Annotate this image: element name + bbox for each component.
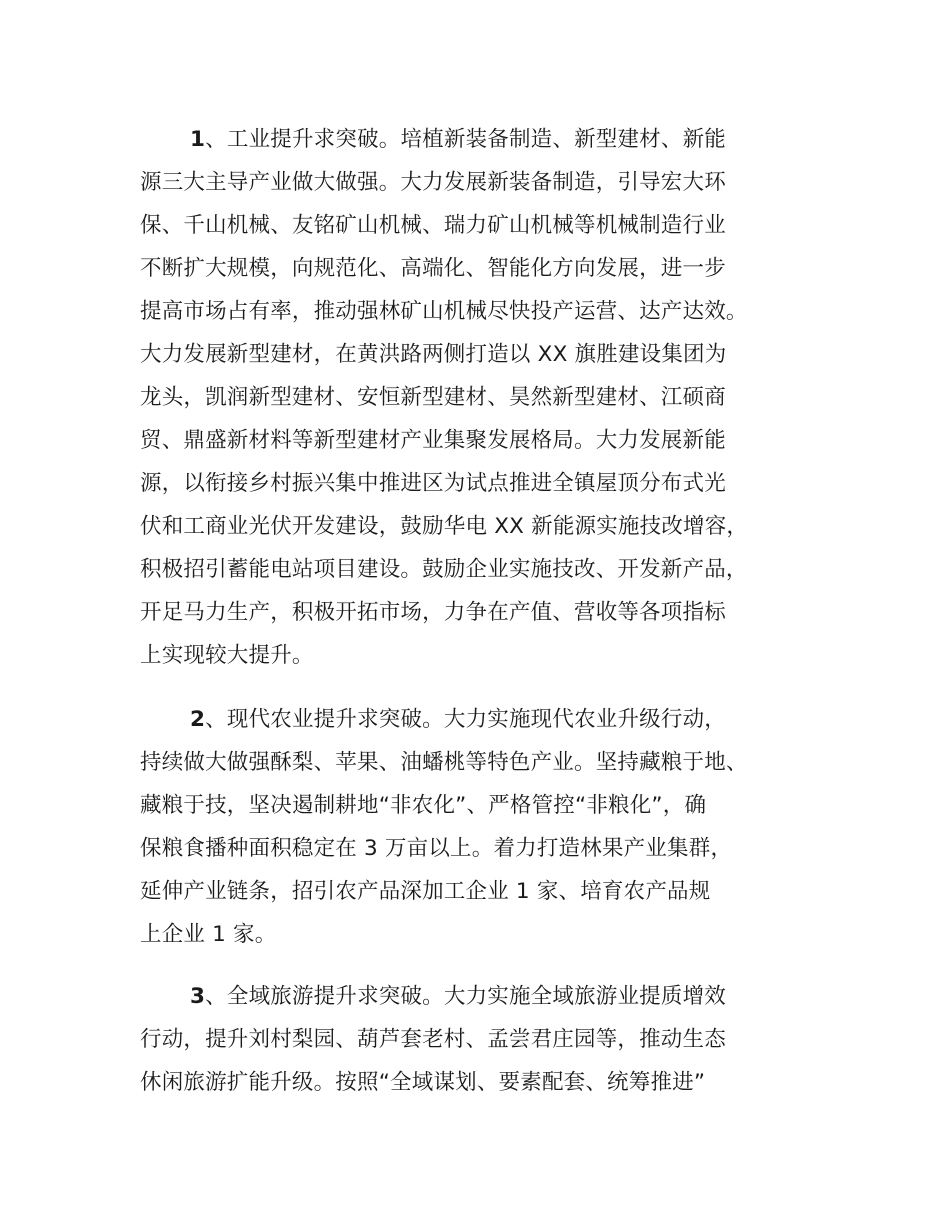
- text-line: 上实现较大提升。: [140, 643, 314, 668]
- text-line: 源，以衔接乡村振兴集中推进区为试点推进全镇屋顶分布式光: [140, 471, 726, 496]
- text-line: 不断扩大规模，向规范化、高端化、智能化方向发展，进一步: [140, 256, 726, 281]
- section-number: 2: [190, 707, 206, 732]
- paragraph-agriculture: [140, 698, 840, 956]
- paragraph-first-line: [140, 975, 840, 1018]
- section-number: 3: [190, 984, 206, 1009]
- text-line: 行动，提升刘村梨园、葫芦套老村、孟尝君庄园等，推动生态: [140, 1027, 726, 1052]
- text-line: 源三大主导产业做大做强。大力发展新装备制造，引导宏大环: [140, 170, 726, 195]
- text-line: 提高市场占有率，推动强林矿山机械尽快投产运营、达产达效。: [140, 299, 748, 324]
- text-line: 、全域旅游提升求突破。大力实施全域旅游业提质增效: [205, 984, 726, 1009]
- text-line: 上企业 1 家。: [140, 922, 277, 947]
- text-line: 开足马力生产，积极开拓市场，力争在产值、营收等各项指标: [140, 600, 726, 625]
- section-number: 1: [190, 127, 206, 152]
- text-line: 休闲旅游扩能升级。按照“全域谋划、要素配套、统筹推进”: [140, 1070, 706, 1095]
- paragraph-tourism: [140, 975, 840, 1104]
- text-line: 龙头，凯润新型建材、安恒新型建材、昊然新型建材、江硕商: [140, 385, 726, 410]
- paragraph-industry: [140, 118, 840, 677]
- text-line: 藏粮于技，坚决遏制耕地“非农化”、严格管控“非粮化”，确: [140, 793, 707, 818]
- text-line: 、工业提升求突破。培植新装备制造、新型建材、新能: [205, 127, 726, 152]
- text-line: 、现代农业提升求突破。大力实施现代农业升级行动，: [205, 707, 726, 732]
- text-line: 大力发展新型建材，在黄洪路两侧打造以 XX 旗胜建设集团为: [140, 342, 727, 367]
- text-line: 保粮食播种面积稳定在 3 万亩以上。着力打造林果产业集群，: [140, 836, 733, 861]
- paragraph-first-line: [140, 118, 840, 161]
- text-line: 持续做大做强酥梨、苹果、油蟠桃等特色产业。坚持藏粮于地、: [140, 750, 748, 775]
- text-line: 积极招引蓄能电站项目建设。鼓励企业实施技改、开发新产品，: [140, 557, 748, 582]
- text-line: 保、千山机械、友铭矿山机械、瑞力矿山机械等机械制造行业: [140, 213, 726, 238]
- text-line: 伏和工商业光伏开发建设，鼓励华电 XX 新能源实施技改增容，: [140, 514, 749, 539]
- text-line: 贸、鼎盛新材料等新型建材产业集聚发展格局。大力发展新能: [140, 428, 726, 453]
- text-line: 延伸产业链条，招引农产品深加工企业 1 家、培育农产品规: [140, 879, 711, 904]
- paragraph-first-line: [140, 698, 840, 741]
